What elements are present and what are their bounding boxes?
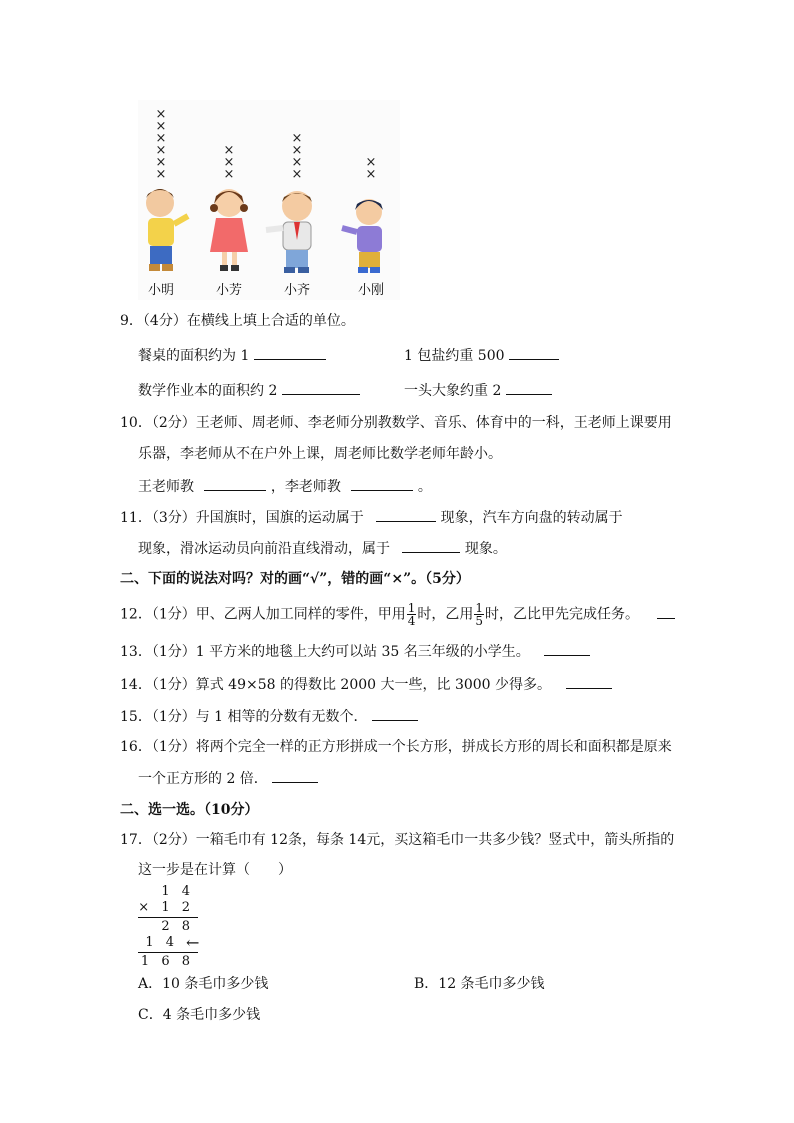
children-cross-figure [138, 100, 400, 300]
cross-mark: × [223, 167, 235, 182]
calc-rule-2 [138, 952, 198, 953]
q10-li-blank[interactable] [351, 476, 413, 491]
calc-rule-1 [138, 917, 198, 918]
cross-mark: × [155, 167, 167, 182]
q11-line2b: 现象。 [464, 541, 507, 557]
calc-row-1: 1 4 [161, 884, 194, 899]
q9-c-blank[interactable] [282, 380, 360, 395]
q13-line [120, 641, 590, 662]
child-name-xiaofang: 小芳 [215, 283, 243, 298]
q16-line2 [138, 768, 318, 789]
q12-frac1-den: 4 [407, 614, 416, 628]
q16-blank[interactable] [272, 768, 318, 783]
q12-frac2-den: 5 [475, 614, 484, 628]
child-name-xiaoqi: 小齐 [283, 283, 311, 298]
vertical-multiplication [138, 884, 208, 970]
q12-mid: 时，乙用 [417, 606, 474, 623]
q9-item-c [138, 380, 360, 401]
q17-option-b[interactable]: B．12 条毛巾多少钱 [414, 976, 545, 992]
q9-c-text: 数学作业本的面积约 2 [138, 383, 278, 399]
cross-mark: × [155, 155, 167, 170]
q9-a-blank[interactable] [254, 345, 326, 360]
cross-mark: × [223, 155, 235, 170]
cross-mark: × [155, 131, 167, 146]
q17-line2: 这一步是在计算（ ） [138, 862, 292, 878]
q9-item-d [404, 380, 552, 401]
q12-fraction-1 [407, 602, 417, 627]
section2-title: 二、下面的说法对吗？对的画“√”，错的画“×”。（5分） [120, 571, 470, 587]
cross-mark: × [291, 131, 303, 146]
cross-mark: × [155, 143, 167, 158]
q11-line1a: 11．（3分）升国旗时，国旗的运动属于 [120, 510, 364, 526]
q14-line [120, 674, 612, 695]
cross-mark: × [223, 143, 235, 158]
cross-mark: × [155, 107, 167, 122]
q10-wang-blank[interactable] [204, 476, 266, 491]
q9-item-b [404, 345, 559, 366]
q14-blank[interactable] [566, 674, 612, 689]
q10-answer-line [138, 476, 432, 497]
q11-line1 [120, 507, 623, 528]
cross-mark: × [291, 155, 303, 170]
q12-frac2-num: 1 [475, 601, 484, 615]
q12-fraction-2 [474, 602, 484, 627]
q15-blank[interactable] [372, 706, 418, 721]
q9-b-text: 1 包盐约重 500 [404, 348, 505, 364]
q12-pre: 12．（1分）甲、乙两人加工同样的零件，甲用 [120, 606, 406, 623]
q13-text: 13．（1分）1 平方米的地毯上大约可以站 35 名三年级的小学生。 [120, 644, 530, 660]
cross-mark: × [155, 119, 167, 134]
calc-row-2: × 1 2 [138, 900, 194, 915]
q16-line1: 16．（1分）将两个完全一样的正方形拼成一个长方形，拼成长方形的周长和面积都是原来 [120, 739, 672, 755]
q12-frac1-num: 1 [407, 601, 416, 615]
q10-end-text: 。 [417, 479, 432, 495]
cross-column-xiaogang [366, 155, 377, 182]
calc-row-3: 2 8 [161, 919, 194, 934]
q10-sep-text: ，李老师教 [270, 479, 341, 495]
q11-line2a: 现象，滑冰运动员向前沿直线滑动，属于 [138, 541, 390, 557]
arrow-left-icon: ← [186, 933, 200, 952]
q10-line1: 10．（2分）王老师、周老师、李老师分别教数学、音乐、体育中的一科，王老师上课要用 [120, 415, 672, 431]
q10-a-text: 王老师教 [138, 479, 194, 495]
calc-row-5: 1 6 8 [140, 954, 194, 969]
q9-d-blank[interactable] [506, 380, 552, 395]
q11-line1b: 现象，汽车方向盘的转动属于 [440, 510, 623, 526]
cross-column-xiaofang [224, 143, 235, 182]
children-illustration [138, 100, 400, 300]
q9-d-text: 一头大象约重 2 [404, 383, 502, 399]
q15-text: 15．（1分）与 1 相等的分数有无数个． [120, 709, 368, 725]
q9-item-a [138, 345, 326, 366]
cross-column-xiaoqi [292, 131, 303, 182]
cross-mark: × [365, 167, 377, 182]
cross-column-xiaoming [156, 107, 167, 182]
q11-blank-2[interactable] [402, 538, 460, 553]
cross-mark: × [365, 155, 377, 170]
cross-mark: × [291, 167, 303, 182]
section3-title: 二、选一选。（10分） [120, 802, 259, 818]
q17-option-c[interactable]: C．4 条毛巾多少钱 [138, 1007, 261, 1023]
q17-option-a[interactable]: A．10 条毛巾多少钱 [138, 976, 269, 992]
q11-line2 [138, 538, 507, 559]
q9-b-blank[interactable] [509, 345, 559, 360]
q10-line2: 乐器，李老师从不在户外上课，周老师比数学老师年龄小。 [138, 446, 502, 462]
q12-line [120, 602, 675, 627]
child-name-xiaoming: 小明 [147, 283, 175, 298]
cross-mark: × [291, 143, 303, 158]
q12-post: 时，乙比甲先完成任务。 [485, 606, 640, 623]
q16-line2-text: 一个正方形的 2 倍． [138, 771, 268, 787]
q12-blank[interactable] [657, 604, 675, 619]
q11-blank-1[interactable] [376, 507, 436, 522]
q15-line [120, 706, 418, 727]
q13-blank[interactable] [544, 641, 590, 656]
q9-a-text: 餐桌的面积约为 1 [138, 348, 250, 364]
calc-row-4: 1 4 [145, 935, 178, 950]
q9-title: 9．（4分）在横线上填上合适的单位。 [120, 313, 355, 329]
q14-text: 14．（1分）算式 49×58 的得数比 2000 大一些，比 3000 少得多。 [120, 677, 552, 693]
q17-line1: 17．（2分）一箱毛巾有 12条，每条 14元，买这箱毛巾一共多少钱？竖式中，箭头所指的 [120, 832, 675, 848]
child-name-xiaogang: 小刚 [357, 283, 385, 298]
